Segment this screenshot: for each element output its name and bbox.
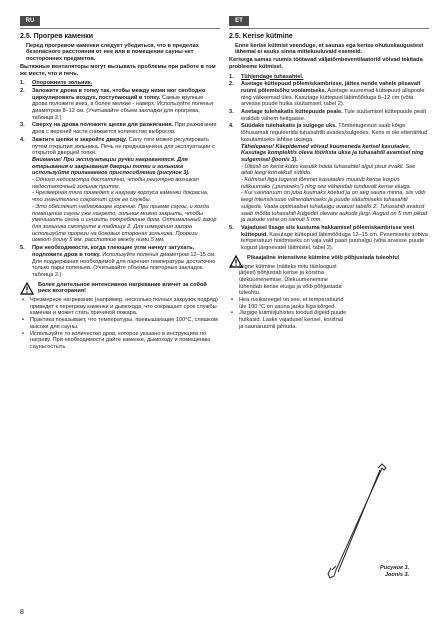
list-item [229, 123, 429, 224]
step-title: Vajadusel lisage siis kustuma hakkamisel põlemiskambrisse veel küttepuid. [241, 224, 415, 238]
ru-note: - Это обеспечит надлежащее горение. При приеме сауны, и когда помещение сауны уже нагрето, зольник можно закрыть, чтобы уменьшить огонь и снизить потребление дров. Оптимальный зазор для зольника смотрите в таблице 2. Для измерения зазора используйте прорези на боковых сторонах зольника. Прорези имеют длину 5 мм, расстояние между ними 5 мм. [32, 203, 217, 244]
step-title: При необходимости, когда тлеющие угли начнут затухать, подложите дров в топку. [32, 245, 195, 258]
list-item: • Чрезмерное нагревание (например, несколько полных закрузок подряд) приведет к перегреву каменки и дымохода, что сокращает срок службы каменки и может стать причиной пожара. [20, 297, 218, 317]
step-number: 2. [20, 87, 25, 94]
step-title: Сверху на дрова положите щепки для разжигания. [32, 122, 174, 129]
ru-bullets [20, 297, 218, 351]
step-number: 4. [20, 136, 25, 143]
step-number: 1. [229, 73, 234, 80]
et-note: - Ülitüsli on kerist kütes kasulik hoida tuhasahtel algul pisut irvakil. See aitab leegi korralikult süttida. [241, 163, 416, 177]
list-item [229, 81, 429, 108]
lang-badge-ru: RU [20, 16, 40, 26]
list-item: • Практика показывает, что температуры, превышающие 100°C, слишком высоки для сауны. [20, 317, 218, 330]
ru-caution: Внимание! При эксплуатации ручки нагреваются. Для открывания и закрывания дверцы топки и зольника используйте прилагаемое приспособление (рисунок 3). [32, 156, 190, 177]
page-number: 8 [20, 609, 24, 616]
ru-warning [20, 282, 218, 295]
step-number: 3. [229, 109, 234, 116]
step-text: При разжигании дров с верхней части снижается количество выбросов. [32, 122, 217, 136]
step-title: Asetage tulehakatis küttepuude peale. [241, 109, 343, 116]
step-number: 5. [20, 245, 25, 252]
step-title: Asetage küttepuud põlemiskambrisse, jättes nende vahele piisavalt ruumi põlemisõhu voolamiseks. [241, 81, 421, 94]
header-rule-left [20, 28, 220, 29]
list-item [20, 245, 218, 279]
step-text: Asetage suuremad küttepuud allapoole ning väiksemad üles. Kasutage küttepuid läbimõõduga 8–12 cm (võta arvesse puude hulka süütamisel, tabel 2). [241, 87, 425, 108]
figure-caption-et: Joonis 3. [384, 571, 410, 578]
et-section-title: 2.5. Kerise kütmine [229, 33, 293, 40]
ru-intro-bold: Перед прогревом каменки следует убедиться, что в пределах безопасного расстояния от нее или в помещении сауны нет посторонних предметов. [26, 42, 199, 63]
et-column [229, 34, 429, 331]
ru-section-title: 2.5. Прогрев каменки [20, 33, 94, 40]
step-text: Силу тяги можно регулировать путем открытия зольника. Печь не предназначена для эксплуатации с открытой дверцей топки. [32, 136, 215, 157]
list-item [229, 109, 429, 122]
figure-caption [380, 565, 409, 578]
list-item [229, 74, 429, 81]
list-item [20, 122, 218, 135]
step-title: Зажгите щепки и закройте дверцу. [32, 136, 128, 143]
step-text: Kasutage küttepuid läbimõõduga 12–15 cm. Pesemiseks sobiva temperatuuri hoidmiseks on vaja vaid paari puuhalgu (võta arvesse puude kogust järgnevatel täitmistel, tabel 2). [241, 231, 428, 252]
et-caution: Tähelepanu! Käepidemed võivad kuumeneda kerisel kasutades. Kasutage komplektis oleva tööriista ukse ja tuhasahtli avamisel ning sulgemisel (joonis 3). [241, 143, 424, 163]
header-rule-right [229, 28, 429, 29]
list-item [20, 88, 218, 122]
figure-caption-ru: Рисунок 3. [380, 565, 410, 571]
list-item [229, 225, 429, 252]
step-title: Заложите дрова в топку так, чтобы между ними мог свободно циркулировать воздух, поступающий в топку. [32, 87, 206, 101]
list-item [20, 137, 218, 244]
ru-column [20, 34, 218, 351]
step-number: 5. [229, 224, 234, 231]
list-item [20, 80, 218, 87]
warning-icon [20, 282, 34, 295]
et-intro-rest: Kerisega samas ruumis töötavad väljatõmbeventilaatorid võivad tekitada probleeme kütmisel. [229, 57, 423, 70]
ru-intro-rest: Вытяжные вентиляторы могут вызывать проблемы при работе в том же месте, что и печь. [20, 63, 216, 77]
lang-badge-et: ET [229, 16, 249, 26]
list-item: • Järgige kütmisjuhistes toodud õigeid puude hulkasid. Laske vajadusel kerisel, korstnal ja saunaruumil jahtuda. [229, 310, 349, 330]
list-item: • Liigne kütmine (näiteks mitu täislaogust järjest) põhjustab kerise ja korstna ülekuumenemise. Ülekuumenemine lühendab kerise eluiga ja võib põhjustada tuleohtu. [229, 264, 349, 298]
et-note: - Kütmisel liiga tugevat tõmmet kasutades muutub kerise korpus tulikuumaks („punaseks") ning see vähendab tunduvalt kerise eluiga. [241, 177, 412, 190]
step-title: Süüdake tulehakatis ja sulgege uks. [241, 123, 337, 130]
step-title: Опорожните зольник. [32, 80, 93, 87]
step-text: Tõmbetugevust saab kõige tõhusamalt reguleerida tuhasahtlit avades/sulgedes. Keris ei ole ettenähtud kasutamiseks lahtise uksega. [241, 123, 428, 143]
ru-note: - Одного недосмотра достаточно, чтобы регулярно возникал недостаточный зольник притяг. [32, 177, 199, 190]
ru-steps [20, 80, 218, 278]
step-title: Tühjendage tuhasahtel. [241, 73, 304, 80]
list-item: • Используйте то количество дров, которое указано в инструкциях по нагреву. При необходимости дайте каменке, дымоходу и помещению сауны остыть. [20, 331, 218, 351]
ru-note: - Чрезмерная тяга приведет к нагреву корпуса каменки докрасна, что значительно сократит срок ее службы. [32, 190, 209, 204]
ru-warning-title: Более длительное интенсивное нагревание влечет за собой риск возгорания! [38, 281, 207, 295]
et-warning-title: Pikaajaline intensiivne kütmine võib põhjustada tuleohtu! [247, 254, 400, 261]
et-note: - Kui saunaruum on juba kuumaks köetud ja on aeg sauna minna, siis võib leegi intensiivsuse vähendamiseks ja puude säästmiseks tuhasahtli sulgeda. Vaata optimaalset tuhaluugu avatust tabelis 2. Tuhasahtli avatust saab mõõta tuhasahtli külgedel olevate aukude järgi. Augud on 5 mm pikad ja aukude vahe on samuti 5 mm. [241, 190, 428, 224]
step-text: Используйте поленья диаметром 12–15 см. Для поддержания необходимой для парения температуры достаточно только пары поленьев. (Учитывайте объемы повторных закладок, таблица 2.) [32, 251, 216, 278]
et-warning [229, 255, 429, 262]
step-text: Tule süütamisel küttepuude pealt eraldub vähem heitgaase. [241, 109, 426, 122]
step-number: 1. [20, 80, 25, 87]
step-number: 3. [20, 122, 25, 129]
et-intro-bold: Enne kerise kütmist veenduge, et saunas ega kerise ohutuskaugustest lähemal ei asuks sinna mittekuuluvaid esemeid. [235, 42, 424, 56]
list-item: • Hea rusikareegel on see, et temperatuurid üle 100 °C on sauna jaoks liiga kõrged. [229, 297, 349, 310]
step-number: 2. [229, 81, 234, 88]
et-bullets [229, 264, 349, 331]
et-steps [229, 74, 429, 252]
step-number: 4. [229, 123, 234, 130]
step-text: Самые крупные дрова положите вниз, а более мелкие - наверх. Используйте поленья диаметром 8–12 см. (Учитывайте объем закладки для прогрева, таблица 2.) [32, 94, 214, 121]
